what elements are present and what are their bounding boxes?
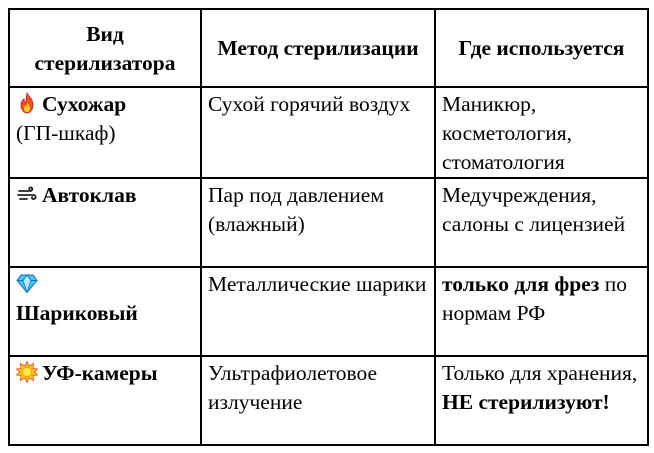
cell-sterilization-method: Металлические шарики [201, 267, 435, 356]
sterilizer-name: Автоклав [42, 183, 137, 207]
table-row [9, 178, 648, 267]
sterilizer-name: Шариковый [16, 301, 138, 325]
table-row [9, 87, 648, 178]
usage-emphasis: НЕ стерилизуют! [442, 390, 610, 414]
cell-usage: Маникюр, косметология, стоматология [435, 87, 648, 178]
gem-icon [16, 272, 38, 294]
cell-sterilizer-type [9, 87, 201, 178]
cell-sterilization-method: Сухой горячий воздух [201, 87, 435, 178]
cell-usage [435, 356, 648, 445]
cell-sterilization-method: Пар под давлением (влажный) [201, 178, 435, 267]
fire-icon [16, 92, 38, 114]
usage-rest: по нормам РФ [442, 272, 628, 325]
usage-emphasis: только для фрез [442, 272, 600, 296]
table-row [9, 356, 648, 445]
header-usage: Где используется [435, 9, 648, 87]
cell-usage [435, 267, 648, 356]
usage-plain: Только для хранения, [442, 361, 638, 385]
cell-sterilizer-type [9, 356, 201, 445]
cell-sterilizer-type [9, 178, 201, 267]
sun-icon [16, 361, 38, 383]
header-sterilizer-type: Вид стерилизатора [9, 9, 201, 87]
table-header-row [9, 9, 648, 87]
cell-sterilization-method: Ультрафиолетовое излучение [201, 356, 435, 445]
header-sterilization-method: Метод стерилизации [201, 9, 435, 87]
table-row [9, 267, 648, 356]
sterilizer-name: УФ-камеры [42, 361, 158, 385]
cell-usage: Медучреждения, салоны с лицензией [435, 178, 648, 267]
sterilizer-name: Сухожар [42, 92, 127, 116]
sterilizer-name-extra: (ГП-шкаф) [16, 121, 116, 145]
cell-sterilizer-type [9, 267, 201, 356]
wind-face-icon [16, 183, 38, 205]
sterilizer-table [8, 8, 649, 446]
